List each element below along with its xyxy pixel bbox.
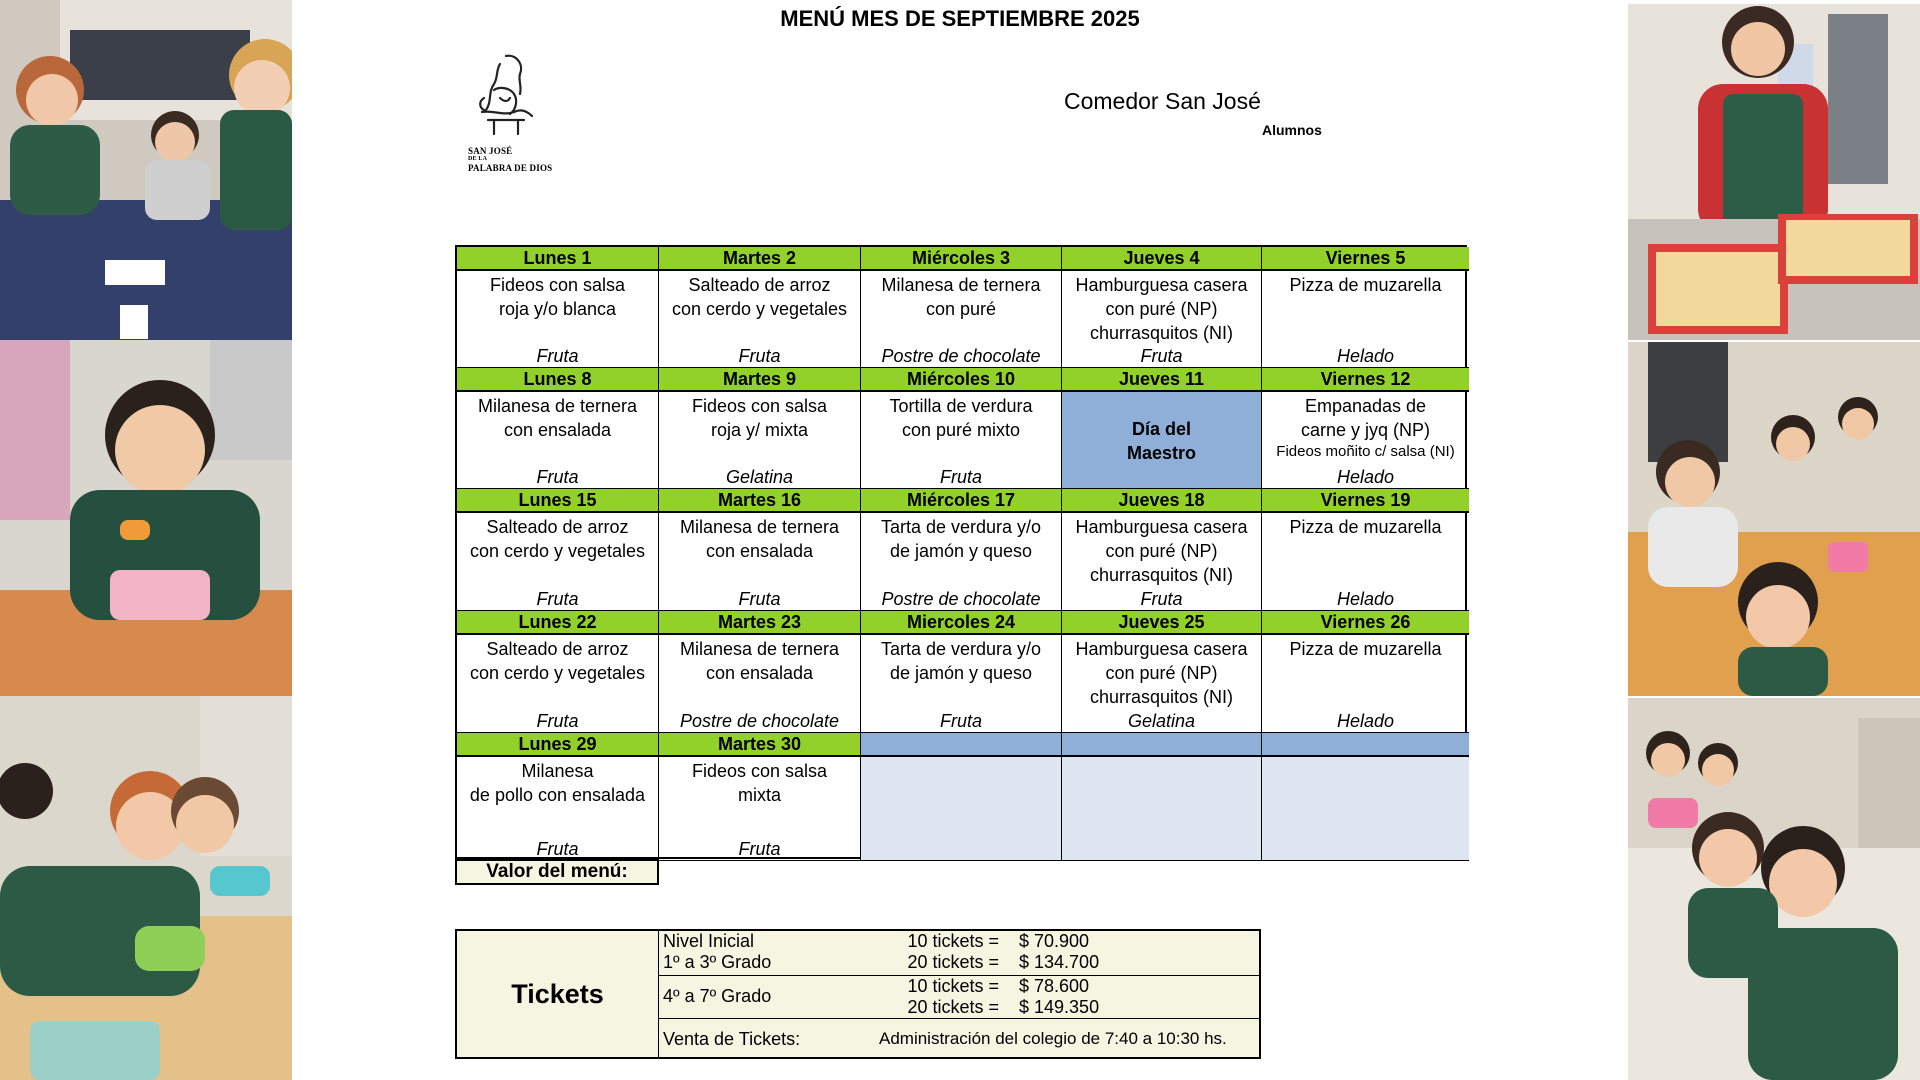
day-header: Miércoles 10: [861, 368, 1062, 392]
day-menu-cell: [861, 271, 1062, 368]
dish-text: Milanesa de ternera con ensalada: [477, 396, 638, 440]
ticket-level: 1º a 3º Grado: [663, 952, 772, 972]
photo-children-playing-cards: [0, 0, 292, 340]
dessert-text: Helado: [1336, 589, 1395, 609]
logo-text-line2: DE LA: [468, 156, 488, 162]
dessert-text: Fruta: [536, 589, 579, 609]
dish-ni-text: Fideos moñito c/ salsa (NI): [1276, 443, 1455, 460]
alumnos-subheading: Alumnos: [1262, 122, 1322, 138]
tickets-row-4-7: [659, 976, 1259, 1019]
day-header: Viernes 19: [1262, 489, 1469, 513]
day-header: Lunes 15: [457, 489, 659, 513]
day-menu-cell: [457, 392, 659, 489]
day-menu-cell: [1062, 635, 1262, 733]
menu-table: [455, 245, 1467, 859]
dish-text: Salteado de arroz con cerdo y vegetales: [469, 639, 646, 683]
ticket-level: Nivel Inicial: [663, 931, 755, 951]
empty-day-cell: [861, 757, 1062, 861]
dish-text: Fideos con salsa roja y/ mixta: [691, 396, 828, 440]
ticket-price: $ 70.900: [1019, 931, 1090, 951]
ticket-price: $ 149.350: [1019, 997, 1100, 1017]
day-menu-cell: [457, 757, 659, 861]
dish-text: Empanadas de carne y jyq (NP): [1300, 396, 1431, 440]
logo-text-line3: PALABRA DE DIOS: [468, 163, 553, 173]
day-menu-cell: [457, 271, 659, 368]
holiday-cell: Día del Maestro: [1062, 392, 1262, 489]
dessert-text: Gelatina: [1127, 711, 1196, 731]
day-menu-cell: [659, 635, 861, 733]
day-header: Jueves 25: [1062, 611, 1262, 635]
day-header: Lunes 29: [457, 733, 659, 757]
dish-text: Tarta de verdura y/o de jamón y queso: [880, 639, 1042, 683]
day-menu-cell: [659, 271, 861, 368]
ticket-qty: 10 tickets =: [907, 931, 999, 951]
day-menu-cell: [1262, 392, 1469, 489]
dessert-text: Fruta: [536, 467, 579, 487]
dessert-text: Postre de chocolate: [881, 589, 1041, 609]
day-menu-cell: [659, 513, 861, 611]
day-menu-cell: [861, 513, 1062, 611]
day-header: Jueves 11: [1062, 368, 1262, 392]
empty-day-cell: [1062, 757, 1262, 861]
day-header: Miércoles 3: [861, 247, 1062, 271]
day-menu-cell: [1262, 635, 1469, 733]
day-header: Viernes 26: [1262, 611, 1469, 635]
dish-text: Milanesa de ternera con ensalada: [679, 639, 840, 683]
day-menu-cell: [457, 635, 659, 733]
photo-girl-eating-lunch: [0, 340, 292, 696]
day-header: Miércoles 17: [861, 489, 1062, 513]
day-menu-cell: [861, 392, 1062, 489]
day-header: Jueves 18: [1062, 489, 1262, 513]
dish-text: Tarta de verdura y/o de jamón y queso: [880, 517, 1042, 561]
dish-text: Pizza de muzarella: [1289, 275, 1442, 295]
dessert-text: Helado: [1336, 346, 1395, 366]
dessert-text: Postre de chocolate: [679, 711, 840, 731]
day-header: Lunes 8: [457, 368, 659, 392]
day-menu-cell: [1062, 513, 1262, 611]
photo-cook-serving-pizza: [1628, 4, 1920, 340]
dish-text: Pizza de muzarella: [1289, 517, 1442, 537]
ticket-qty: 20 tickets =: [907, 997, 999, 1017]
day-menu-cell: [861, 635, 1062, 733]
day-menu-cell: [457, 513, 659, 611]
day-menu-cell: [1062, 271, 1262, 368]
comedor-heading: Comedor San José: [1064, 88, 1261, 114]
dish-text: Fideos con salsa roja y/o blanca: [489, 275, 626, 319]
ticket-price: $ 78.600: [1019, 976, 1090, 996]
dessert-text: Fruta: [536, 711, 579, 731]
dish-text: Milanesa de pollo con ensalada: [469, 761, 646, 805]
ticket-qty: 10 tickets =: [907, 976, 999, 996]
dish-text: Hamburguesa casera con puré (NP) churrasquitos (NI): [1075, 639, 1248, 707]
empty-day-header: [861, 733, 1062, 757]
ticket-price: $ 134.700: [1019, 952, 1100, 972]
photo-children-posing-at-table: [1628, 698, 1920, 1080]
day-header: Martes 9: [659, 368, 861, 392]
dessert-text: Fruta: [939, 467, 982, 487]
venta-label: Venta de Tickets:: [663, 1029, 801, 1049]
dessert-text: Fruta: [1140, 346, 1183, 366]
logo-text-line1: SAN JOSÉ: [468, 146, 513, 156]
dish-text: Fideos con salsa mixta: [691, 761, 828, 805]
dessert-text: Fruta: [939, 711, 982, 731]
day-header: Miercoles 24: [861, 611, 1062, 635]
dish-text: Salteado de arroz con cerdo y vegetales: [469, 517, 646, 561]
day-header: Lunes 1: [457, 247, 659, 271]
photo-boys-thumbs-up-lunch: [0, 696, 292, 1080]
ticket-qty: 20 tickets =: [907, 952, 999, 972]
dessert-text: Fruta: [536, 839, 579, 859]
dish-text: Hamburguesa casera con puré (NP) churrasquitos (NI): [1075, 275, 1248, 343]
dish-text: Salteado de arroz con cerdo y vegetales: [671, 275, 848, 319]
day-header: Viernes 5: [1262, 247, 1469, 271]
venta-info: Administración del colegio de 7:40 a 10:30 hs.: [879, 1029, 1227, 1048]
photo-girls-at-table: [1628, 342, 1920, 696]
day-menu-cell: [659, 757, 861, 861]
ticket-level: 4º a 7º Grado: [663, 986, 772, 1006]
empty-day-cell: [1262, 757, 1469, 861]
day-menu-cell: [659, 392, 861, 489]
page-title: MENÚ MES DE SEPTIEMBRE 2025: [780, 6, 1140, 31]
day-header: Martes 23: [659, 611, 861, 635]
dessert-text: Fruta: [738, 589, 781, 609]
dessert-text: Fruta: [1140, 589, 1183, 609]
dessert-text: Helado: [1336, 467, 1395, 487]
tickets-row-inicial-1-3: [659, 931, 1259, 976]
dish-text: Milanesa de ternera con ensalada: [679, 517, 840, 561]
valor-menu-label: Valor del menú:: [455, 859, 659, 885]
dessert-text: Fruta: [536, 346, 579, 366]
dish-text: Tortilla de verdura con puré mixto: [889, 396, 1033, 440]
day-header: Viernes 12: [1262, 368, 1469, 392]
dessert-text: Fruta: [738, 839, 781, 859]
dessert-text: Gelatina: [725, 467, 794, 487]
day-menu-cell: [1262, 271, 1469, 368]
dessert-text: Postre de chocolate: [881, 346, 1041, 366]
day-header: Martes 16: [659, 489, 861, 513]
tickets-table: [455, 929, 1261, 1059]
day-header: Martes 2: [659, 247, 861, 271]
tickets-label: Tickets: [457, 931, 659, 1057]
dish-text: Hamburguesa casera con puré (NP) churrasquitos (NI): [1075, 517, 1248, 585]
dessert-text: Fruta: [738, 346, 781, 366]
school-logo: [468, 50, 578, 190]
dish-text: Pizza de muzarella: [1289, 639, 1442, 659]
day-header: Martes 30: [659, 733, 861, 757]
day-header: Lunes 22: [457, 611, 659, 635]
day-header: Jueves 4: [1062, 247, 1262, 271]
day-menu-cell: [1262, 513, 1469, 611]
empty-day-header: [1262, 733, 1469, 757]
empty-day-header: [1062, 733, 1262, 757]
tickets-row-venta: [659, 1019, 1259, 1057]
logo-figure-icon: [470, 50, 542, 146]
dish-text: Milanesa de ternera con puré: [881, 275, 1041, 319]
dessert-text: Helado: [1336, 711, 1395, 731]
